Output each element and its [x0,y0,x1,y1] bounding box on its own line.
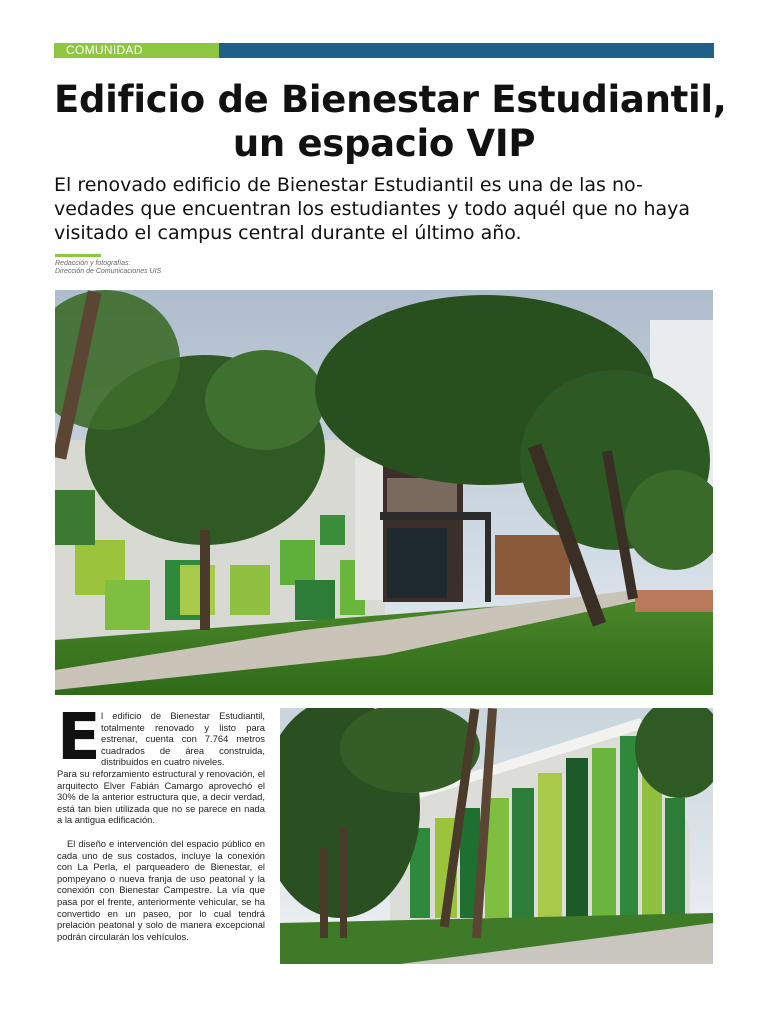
paragraph-1-lead: l edificio de Bienestar Estudiantil, totalmente renovado y listo para estrenar, cuenta con 7.764 metros cuadrados de área construida, distribuidos en cuatro niveles. [101,710,265,768]
main-photo [55,290,713,695]
article-headline [54,78,727,166]
credit-rule [55,254,101,257]
section-label: COMUNIDAD [66,43,143,57]
article-body [57,710,265,942]
building-front-photo [55,290,713,695]
section-bar [54,43,714,58]
paragraph-1-rest: Para su reforzamiento estructural y renovación, el arquitecto Elver Fabián Camargo aprovechó el 30% de la anterior estructura que, a decir verdad, está tan bien utilizada que no se parece en nada a la antigua edificación. [57,767,265,826]
headline-line-1: Edificio de Bienestar Estudiantil, [54,78,727,121]
byline [55,260,161,276]
byline-line-2: Dirección de Comunicaciones UIS [55,268,162,275]
section-rule [219,43,714,58]
section-tag [54,43,219,58]
byline-line-1: Redacción y fotografías: [55,260,131,267]
paragraph-1 [57,710,265,826]
paragraph-2: El diseño e intervención del espacio público en cada uno de sus costados, incluye la conexión con La Perla, el parqueadero de Bienestar, el pompeyano o nueva franja de uso peatonal y la conexión con Bienestar Campestre. La vía que pasa por el frente, anteriormente vehicular, se ha convertido en un paseo, por lo cual tendrá prelación peatonal y solo de manera excepcional podrán circularán los vehículos. [57,837,265,942]
drop-cap: E [57,701,101,775]
secondary-photo [280,708,713,964]
article-lead: El renovado edificio de Bienestar Estudiantil es una de las no-vedades que encuentran los estudiantes y todo aquél que no haya visitado el campus central durante el último año. [54,174,691,244]
building-side-photo [280,708,713,964]
headline-line-2: un espacio VIP [232,122,536,165]
